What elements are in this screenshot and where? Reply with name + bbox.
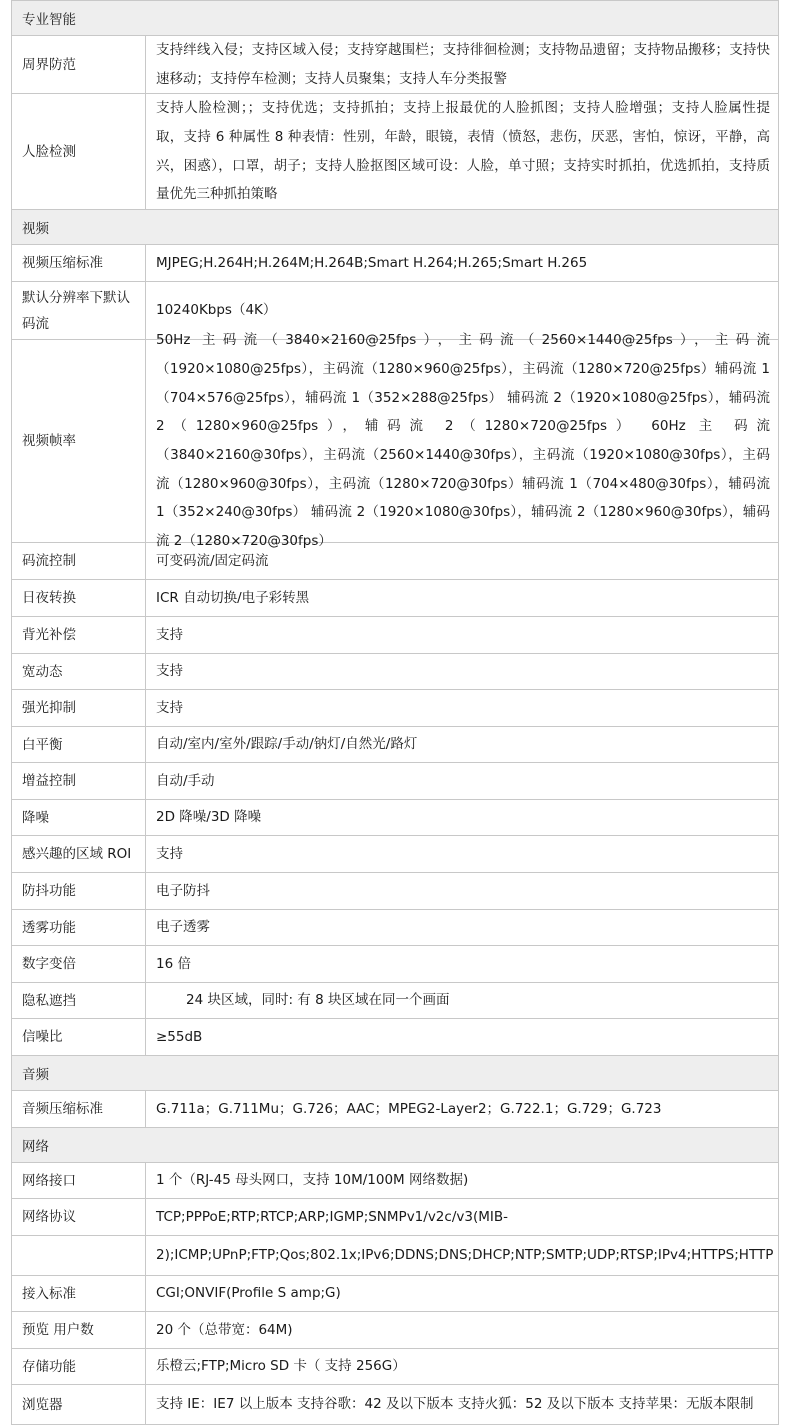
spec-row [11,1385,779,1425]
spec-label: 存储功能 [12,1349,146,1384]
spec-row [11,800,779,836]
spec-row [11,1091,779,1128]
spec-row [11,654,779,690]
spec-label: 降噪 [12,800,146,835]
section-header: 网络 [11,1128,779,1163]
spec-value: 50Hz 主码流（3840×2160@25fps），主码流（2560×1440@25fps），主码流（1920×1080@25fps），主码流（1280×960@25fps），主码流（1280×720@25fps）辅码流 1（704×576@25fps），辅码流 1（352×288@25fps） 辅码流 2（1920×1080@25fps），辅码流 2（1280×960@25fps），辅码流 2（1280×720@25fps） 60Hz 主 码流（3840×2160@30fps），主码流（2560×1440@30fps），主码流（1920×1080@30fps），主码流（1280×960@30fps），主码流（1280×720@30fps）辅码流 1（704×480@30fps），辅码流 1（352×240@30fps） 辅码流 2（1920×1080@30fps），辅码流 2（1280×960@30fps），辅码流 2（1280×720@30fps） [156,332,770,550]
spec-value: 可变码流/固定码流 [156,552,269,569]
spec-label: 透雾功能 [12,910,146,945]
spec-value: TCP;PPPoE;RTP;RTCP;ARP;IGMP;SNMPv1/v2c/v3(MIB- [156,1208,508,1225]
spec-row [11,690,779,727]
spec-row [11,36,779,94]
spec-value: 支持 IE：IE7 以上版本 支持谷歌：42 及以下版本 支持火狐：52 及以下版本 支持苹果：无版本限制 [156,1396,754,1413]
spec-table [11,0,779,1425]
spec-row [11,1019,779,1056]
spec-value: G.711a；G.711Mu；G.726；AAC；MPEG2-Layer2；G.722.1；G.729；G.723 [156,1100,662,1117]
spec-value: 支持 [156,845,183,862]
spec-label: 浏览器 [12,1385,146,1424]
spec-row [11,543,779,580]
spec-value: CGI;ONVIF(Profile S amp;G) [156,1285,341,1302]
spec-row [11,1276,779,1312]
spec-row [11,580,779,617]
section-header: 音频 [11,1056,779,1091]
spec-label: 视频压缩标准 [12,245,146,281]
spec-value: 电子防抖 [156,882,210,899]
spec-value: 电子透雾 [156,919,210,936]
spec-row [11,910,779,946]
spec-value: 支持 [156,626,183,643]
spec-value: 2);ICMP;UPnP;FTP;Qos;802.1x;IPv6;DDNS;DNS;DHCP;NTP;SMTP;UDP;RTSP;IPv4;HTTPS;HTTP [156,1247,774,1264]
spec-row [11,763,779,800]
spec-value: ICR 自动切换/电子彩转黑 [156,589,310,606]
spec-label: 信噪比 [12,1019,146,1055]
spec-label: 隐私遮挡 [12,983,146,1018]
spec-value: 16 倍 [156,955,191,972]
spec-row [11,1163,779,1199]
spec-label: 白平衡 [12,727,146,762]
spec-label: 音频压缩标准 [12,1091,146,1127]
spec-value: 10240Kbps（4K） [156,302,277,319]
spec-value: 自动/室内/室外/跟踪/手动/钠灯/自然光/路灯 [156,736,418,753]
spec-label: 视频帧率 [12,340,146,542]
spec-value: MJPEG;H.264H;H.264M;H.264B;Smart H.264;H.265;Smart H.265 [156,254,588,271]
spec-row [11,873,779,910]
spec-label: 防抖功能 [12,873,146,909]
spec-value: ≥55dB [156,1028,203,1045]
spec-label: 背光补偿 [12,617,146,653]
spec-row [11,245,779,282]
spec-label: 日夜转换 [12,580,146,616]
spec-row [11,1312,779,1349]
spec-label: 网络协议 [12,1199,146,1235]
spec-value: 1 个（RJ-45 母头网口，支持 10M/100M 网络数据) [156,1172,469,1189]
spec-label: 预览 用户数 [12,1312,146,1348]
spec-row [11,727,779,763]
section-header: 专业智能 [11,1,779,36]
spec-label: 增益控制 [12,763,146,799]
spec-label: 接入标准 [12,1276,146,1311]
spec-label: 网络接口 [12,1163,146,1198]
spec-row [11,332,779,550]
spec-row [11,983,779,1019]
spec-row [11,1349,779,1385]
spec-label: 码流控制 [12,543,146,579]
spec-value: 支持绊线入侵；支持区域入侵；支持穿越围栏；支持徘徊检测；支持物品遗留；支持物品搬移；支持快速移动；支持停车检测；支持人员聚集；支持人车分类报警 [156,41,770,87]
spec-value: 乐橙云;FTP;Micro SD 卡（ 支持 256G） [156,1358,406,1375]
spec-row [11,836,779,873]
spec-label: 人脸检测 [12,94,146,209]
spec-row [11,1236,779,1276]
spec-value: 支持 [156,663,183,680]
spec-row [11,946,779,983]
spec-value: 自动/手动 [156,772,215,789]
spec-row [11,1199,779,1236]
spec-value: 支持人脸检测；；支持优选；支持抓拍；支持上报最优的人脸抓图；支持人脸增强；支持人脸属性提取，支持 6 种属性 8 种表情：性别，年龄，眼镜，表情（愤怒，悲伤，厌恶，害怕，惊讶，平静，高兴，困惑），口罩，胡子；支持人脸抠图区域可设：人脸，单寸照；支持实时抓拍，优选抓拍，支持质量优先三种抓拍策略 [156,100,770,203]
spec-row [11,617,779,654]
spec-label: 默认分辨率下默认码流 [12,282,146,339]
section-header: 视频 [11,210,779,245]
spec-value: 2D 降噪/3D 降噪 [156,809,262,826]
spec-value: 支持 [156,699,183,716]
spec-label: 宽动态 [12,654,146,689]
spec-label: 强光抑制 [12,690,146,726]
spec-label: 数字变倍 [12,946,146,982]
spec-label: 感兴趣的区域 ROI [12,836,146,872]
spec-label: 周界防范 [12,36,146,93]
spec-value: 24 块区域，同时: 有 8 块区域在同一个画面 [186,992,450,1009]
spec-row [11,94,779,210]
spec-value: 20 个（总带宽：64M) [156,1321,293,1338]
spec-label [12,1236,146,1275]
